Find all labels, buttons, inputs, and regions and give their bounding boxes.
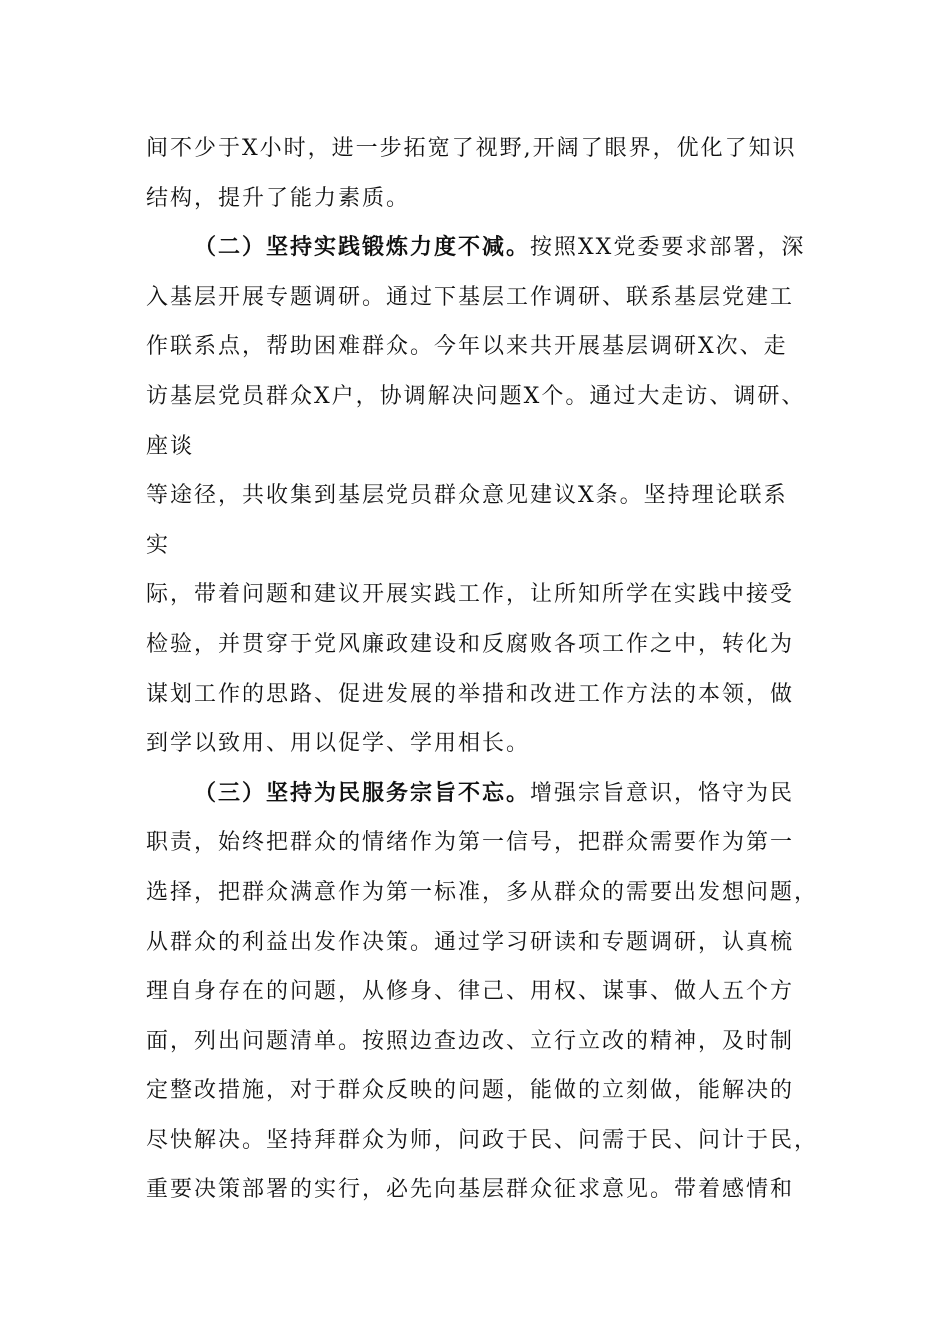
section-2-first-line	[146, 223, 806, 273]
section-3-first-line	[146, 769, 806, 819]
text-line: 谋划工作的思路、促进发展的举措和改进工作方法的本领，做	[146, 681, 795, 707]
section-2-lead-text: 按照XX党委要求部署，深	[530, 235, 806, 261]
text-line: 结构，提升了能力素质。	[146, 185, 411, 211]
text-line: 等途径，共收集到基层党员群众意见建议X条。坚持理论联系	[146, 483, 788, 509]
text-line: 访基层党员群众X户，协调解决问题X个。通过大走访、调研、	[146, 383, 806, 409]
text-line: 作联系点，帮助困难群众。今年以来共开展基层调研X次、走	[146, 334, 788, 360]
text-line: 检验，并贯穿于党风廉政建设和反腐败各项工作之中，转化为	[146, 631, 795, 657]
text-line: 重要决策部署的实行，必先向基层群众征求意见。带着感情和	[146, 1177, 795, 1203]
text-line: 座谈	[146, 433, 195, 459]
text-line: 到学以致用、用以促学、学用相长。	[146, 731, 531, 757]
text-line: 理自身存在的问题，从修身、律己、用权、谋事、做人五个方	[146, 979, 795, 1005]
text-line: 尽快解决。坚持拜群众为师，问政于民、问需于民、问计于民，	[146, 1127, 819, 1153]
text-line: 选择，把群众满意作为第一标准，多从群众的需要出发想问题，	[146, 879, 819, 905]
section-3-heading: （三）坚持为民服务宗旨不忘。	[194, 779, 531, 806]
text-line: 际，带着问题和建议开展实践工作，让所知所学在实践中接受	[146, 582, 795, 608]
text-line: 实	[146, 532, 171, 558]
document-body	[146, 124, 819, 1215]
text-line: 定整改措施，对于群众反映的问题，能做的立刻做，能解决的	[146, 1078, 795, 1104]
text-line: 间不少于X小时，进一步拓宽了视野,开阔了眼界，优化了知识	[146, 136, 797, 161]
text-line: 职责，始终把群众的情绪作为第一信号，把群众需要作为第一	[146, 830, 795, 856]
section-2-heading: （二）坚持实践锻炼力度不减。	[194, 234, 531, 261]
text-line: 从群众的利益出发作决策。通过学习研读和专题调研，认真梳	[146, 929, 795, 955]
section-3-lead-text: 增强宗旨意识，恪守为民	[530, 780, 795, 806]
text-line: 入基层开展专题调研。通过下基层工作调研、联系基层党建工	[146, 284, 795, 310]
text-line: 面，列出问题清单。按照边查边改、立行立改的精神，及时制	[146, 1028, 795, 1054]
